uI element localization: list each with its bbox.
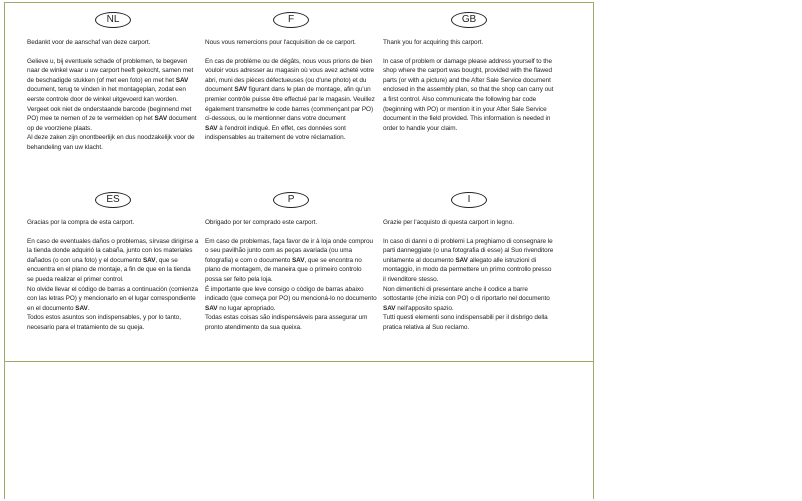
instruction-paragraph	[383, 237, 555, 285]
instructions-body	[205, 57, 377, 143]
paragraph-text: Em caso de problemas, faça favor de ir à loja onde comprou o seu pavilhão junto com as peças avariada (ou uma fotografia) e com o documento	[205, 237, 373, 264]
instruction-paragraph	[205, 237, 377, 285]
sav-keyword: SAV	[205, 124, 218, 132]
language-badge-wrap	[383, 12, 555, 30]
paragraph-text: En cas de problème ou de dégâts, nous vous prions de bien vouloir vous adresser au magasin où vous avez acheté votre abri, muni des pièces défectueuses (ou d'une photo) et du document	[205, 57, 375, 94]
instruction-paragraph	[27, 285, 199, 314]
language-section-i	[383, 192, 555, 333]
paragraph-text: , que se encontra no plano de montagem, de maneira que o primeiro controlo possa ser feito pela loja.	[205, 256, 362, 283]
instruction-paragraph	[205, 285, 377, 314]
paragraph-text: document, terug te vinden in het montageplan, zodat een eerste controle door de winkel uitgevoerd kan worden.	[27, 86, 186, 103]
instruction-paragraph	[205, 124, 377, 143]
paragraph-text: .	[87, 304, 90, 312]
instructions-body	[27, 57, 199, 153]
instruction-paragraph	[27, 237, 199, 285]
instructions-body	[27, 237, 199, 333]
sav-keyword: SAV	[234, 86, 247, 94]
language-code-badge: GB	[451, 12, 487, 28]
language-code-badge: F	[273, 12, 309, 28]
language-badge-wrap	[27, 192, 199, 210]
paragraph-text: allegato alle istruzioni di montaggio, in modo da permettere un primo controllo presso il rivenditore stesso.	[383, 256, 552, 283]
language-badge-wrap	[205, 192, 377, 210]
language-badge-wrap	[27, 12, 199, 30]
language-code-badge: ES	[95, 192, 131, 208]
instruction-paragraph	[383, 285, 555, 314]
language-badge-wrap	[205, 12, 377, 30]
thank-you-text: Thank you for acquiring this carport.	[383, 39, 484, 46]
instruction-paragraph	[205, 313, 377, 332]
section-divider	[5, 361, 593, 362]
paragraph-text: In caso di danni o di problemi La preghiamo di consegnare le parti danneggiate (o una fotografia di esse) al Suo rivenditore unitamente al documento	[383, 237, 554, 264]
instruction-paragraph	[27, 313, 199, 332]
paragraph-text: É importante que leve consigo o código de barras abaixo indicado (que começa por PO) ou mencioná-lo no documento	[205, 285, 377, 303]
paragraph-text: à l'endroit indiqué. En effet, ces données sont indispensables au traitement de votre réclamation.	[205, 124, 346, 142]
instruction-paragraph	[27, 133, 199, 152]
thank-you-text: Bedankt voor de aanschaf van deze carport.	[27, 39, 151, 46]
sav-keyword: SAV	[455, 256, 468, 264]
instruction-paragraph	[383, 57, 555, 134]
sav-keyword: SAV	[175, 76, 189, 84]
sav-keyword: SAV	[383, 304, 396, 312]
paragraph-text: Gelieve u, bij eventuele schade of problemen, te begeven naar de winkel waar u uw carport heeft gekocht, samen met de beschadigde stukken (of met een foto) en met het	[27, 57, 194, 84]
language-section-gb	[383, 12, 555, 133]
language-section-p	[205, 192, 377, 333]
paragraph-text: Tutti questi elementi sono indispensabili per il disbrigo della pratica relativa al Suo reclamo.	[383, 314, 548, 331]
sav-keyword: SAV	[154, 115, 168, 123]
paragraph-text: Vergeet ook niet de onderstaande barcode (beginnend met PO) mee te nemen of ze te vermelden op het	[27, 105, 192, 123]
language-code-badge: P	[273, 192, 309, 208]
paragraph-text: Al deze zaken zijn onontbeerlijk en dus noodzakelijk voor de behandeling van uw klacht.	[27, 134, 195, 151]
instructions-body	[383, 57, 555, 134]
thank-you-text: Nous vous remercions pour l'acquisition de ce carport.	[205, 39, 356, 46]
paragraph-text: En caso de eventuales daños o problemas, sírvase dirigirse a la tienda donde adquirió la cabaña, junto con los materiales dañados (o con una foto) y el documento	[27, 237, 199, 264]
thank-you-text: Grazie per l'acquisto di questa carport in legno.	[383, 219, 514, 226]
sav-keyword: SAV	[291, 256, 305, 264]
language-section-nl	[27, 12, 199, 153]
language-section-es	[27, 192, 199, 333]
instruction-paragraph	[27, 105, 199, 134]
paragraph-text: In case of problem or damage please address yourself to the shop where the carport was bought, provided with the flawed parts (or with a picture) and the After Sale Service document enclosed in the assembly plan, so that the shop can carry out a first control. Also communicate the following bar code (beginning with PO) or mention it in your After Sale Service document in the field provided. This information is needed in order to handle your claim.	[383, 57, 554, 132]
paragraph-text: Non dimentichi di presentare anche il codice a barre sottostante (che inizia con PO) o di riportarlo nel documento	[383, 285, 550, 303]
paragraph-text: figurant dans le plan de montage, afin qu'un premier contrôle puisse être effectué par le magasin. Veuillez également transmettre le code barres (commençant par PO) ci-dessous, ou le mentionner dans votre document	[205, 86, 375, 123]
sav-keyword: SAV	[75, 304, 88, 312]
language-section-f	[205, 12, 377, 143]
sav-keyword: SAV	[142, 256, 156, 264]
thank-you-text: Obrigado por ter comprado este carport.	[205, 219, 318, 226]
paragraph-text: Todos estos asuntos son indispensables, y por lo tanto, necesario para el tratamiento de su queja.	[27, 314, 181, 331]
instruction-paragraph	[205, 57, 377, 124]
language-code-badge: NL	[95, 12, 131, 28]
sav-keyword: SAV	[205, 304, 218, 312]
instruction-paragraph	[383, 313, 555, 332]
instructions-body	[383, 237, 555, 333]
paragraph-text: , que se encuentra en el plano de montaje, a fin de que en la tienda se pueda realizar el primer control.	[27, 256, 191, 283]
language-code-badge: I	[451, 192, 487, 208]
instruction-paragraph	[27, 57, 199, 105]
paragraph-text: nell'apposito spazio.	[395, 304, 454, 312]
thank-you-text: Gracias por la compra de esta carport.	[27, 219, 135, 226]
paragraph-text: Todas estas coisas são indispensáveis para assegurar um pronto atendimento da sua queixa.	[205, 314, 368, 331]
language-badge-wrap	[383, 192, 555, 210]
paragraph-text: no lugar apropriado.	[217, 304, 276, 312]
instructions-body	[205, 237, 377, 333]
paragraph-text: document op de voorziene plaats.	[27, 115, 197, 132]
paragraph-text: No olvide llevar el código de barras a continuación (comienza con las letras PO) y mencionarlo en el lugar correspondiente en el documento	[27, 285, 199, 312]
